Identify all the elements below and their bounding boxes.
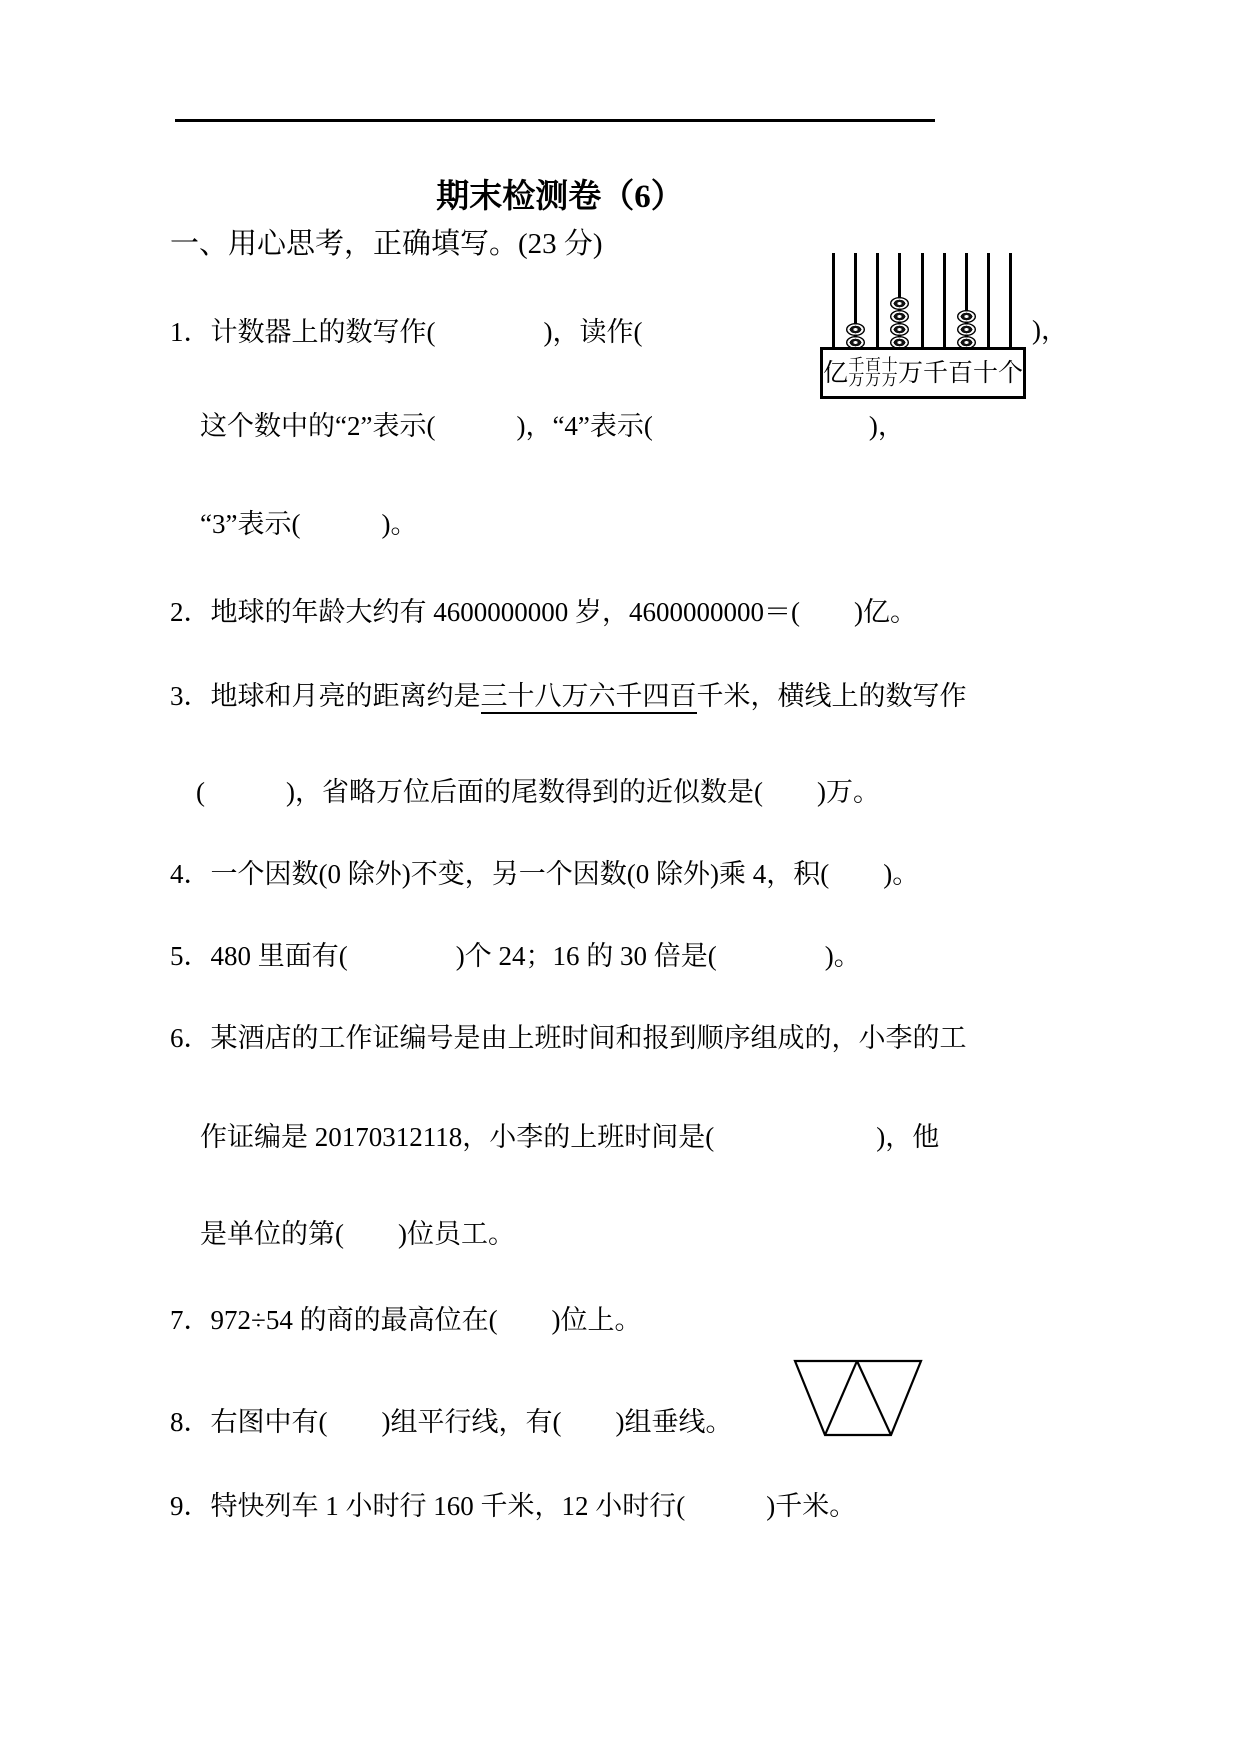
abacus-counter (820, 253, 1024, 394)
page-title: 期末检测卷（6） (436, 179, 684, 216)
question-3-line-1 (170, 678, 967, 714)
abacus-place-label: 亿 (823, 359, 849, 387)
abacus-bead (890, 310, 909, 323)
abacus-bead (890, 297, 909, 310)
abacus-rod-个 (1009, 253, 1012, 349)
abacus-rod-亿 (832, 253, 835, 349)
parallel-lines-figure (791, 1358, 925, 1440)
question-3-suffix: 千米，横线上的数写作 (696, 681, 967, 711)
question-7: 7．972÷54 的商的最高位在( )位上。 (170, 1305, 642, 1335)
abacus-place-label: 百 万 (864, 357, 881, 389)
abacus-rod-百万 (876, 253, 879, 349)
abacus-label-box (820, 347, 1026, 399)
abacus-bead (957, 310, 976, 323)
question-1-line-1: 1．计数器上的数写作( )，读作( (170, 317, 643, 347)
abacus-place-label: 千 万 (848, 357, 865, 389)
question-1-line-1-close-paren: )， (1032, 315, 1068, 345)
abacus-bead (957, 323, 976, 336)
question-6-line-2: 作证编是 20170312118，小李的上班时间是( )，他 (200, 1122, 940, 1152)
question-6-line-1: 6．某酒店的工作证编号是由上班时间和报到顺序组成的，小李的工 (170, 1023, 967, 1053)
question-1-line-2: 这个数中的“2”表示( )，“4”表示( )， (200, 411, 905, 441)
abacus-place-label: 百 (947, 359, 973, 387)
abacus-rod-万 (921, 253, 924, 349)
question-3-line-2: ( )，省略万位后面的尾数得到的近似数是( )万。 (196, 777, 880, 807)
question-2: 2．地球的年龄大约有 4600000000 岁，4600000000＝( )亿。 (170, 597, 917, 627)
abacus-rod-十 (987, 253, 990, 349)
abacus-place-label: 千 (922, 359, 948, 387)
abacus-place-label: 个 (998, 359, 1024, 387)
question-5: 5．480 里面有( )个 24；16 的 30 倍是( )。 (170, 941, 861, 971)
question-1-line-3: “3”表示( )。 (200, 509, 418, 539)
abacus-place-label: 十 (972, 359, 998, 387)
question-6-line-3: 是单位的第( )位员工。 (200, 1219, 515, 1249)
abacus-bead (846, 323, 865, 336)
abacus-place-label: 万 (897, 359, 923, 387)
section-header: 一、用心思考，正确填写。(23 分) (170, 228, 603, 260)
question-8: 8．右图中有( )组平行线，有( )组垂线。 (170, 1407, 733, 1437)
question-3-prefix: 3．地球和月亮的距离约是 (170, 681, 481, 711)
question-3-underlined-number: 三十八万六千四百 (481, 681, 697, 714)
abacus-bead (890, 323, 909, 336)
question-9: 9．特快列车 1 小时行 160 千米，12 小时行( )千米。 (170, 1491, 857, 1521)
question-4: 4．一个因数(0 除外)不变，另一个因数(0 除外)乘 4，积( )。 (170, 859, 920, 889)
abacus-rod-千 (943, 253, 946, 349)
top-rule (175, 119, 935, 122)
abacus-place-label: 十 万 (881, 357, 898, 389)
